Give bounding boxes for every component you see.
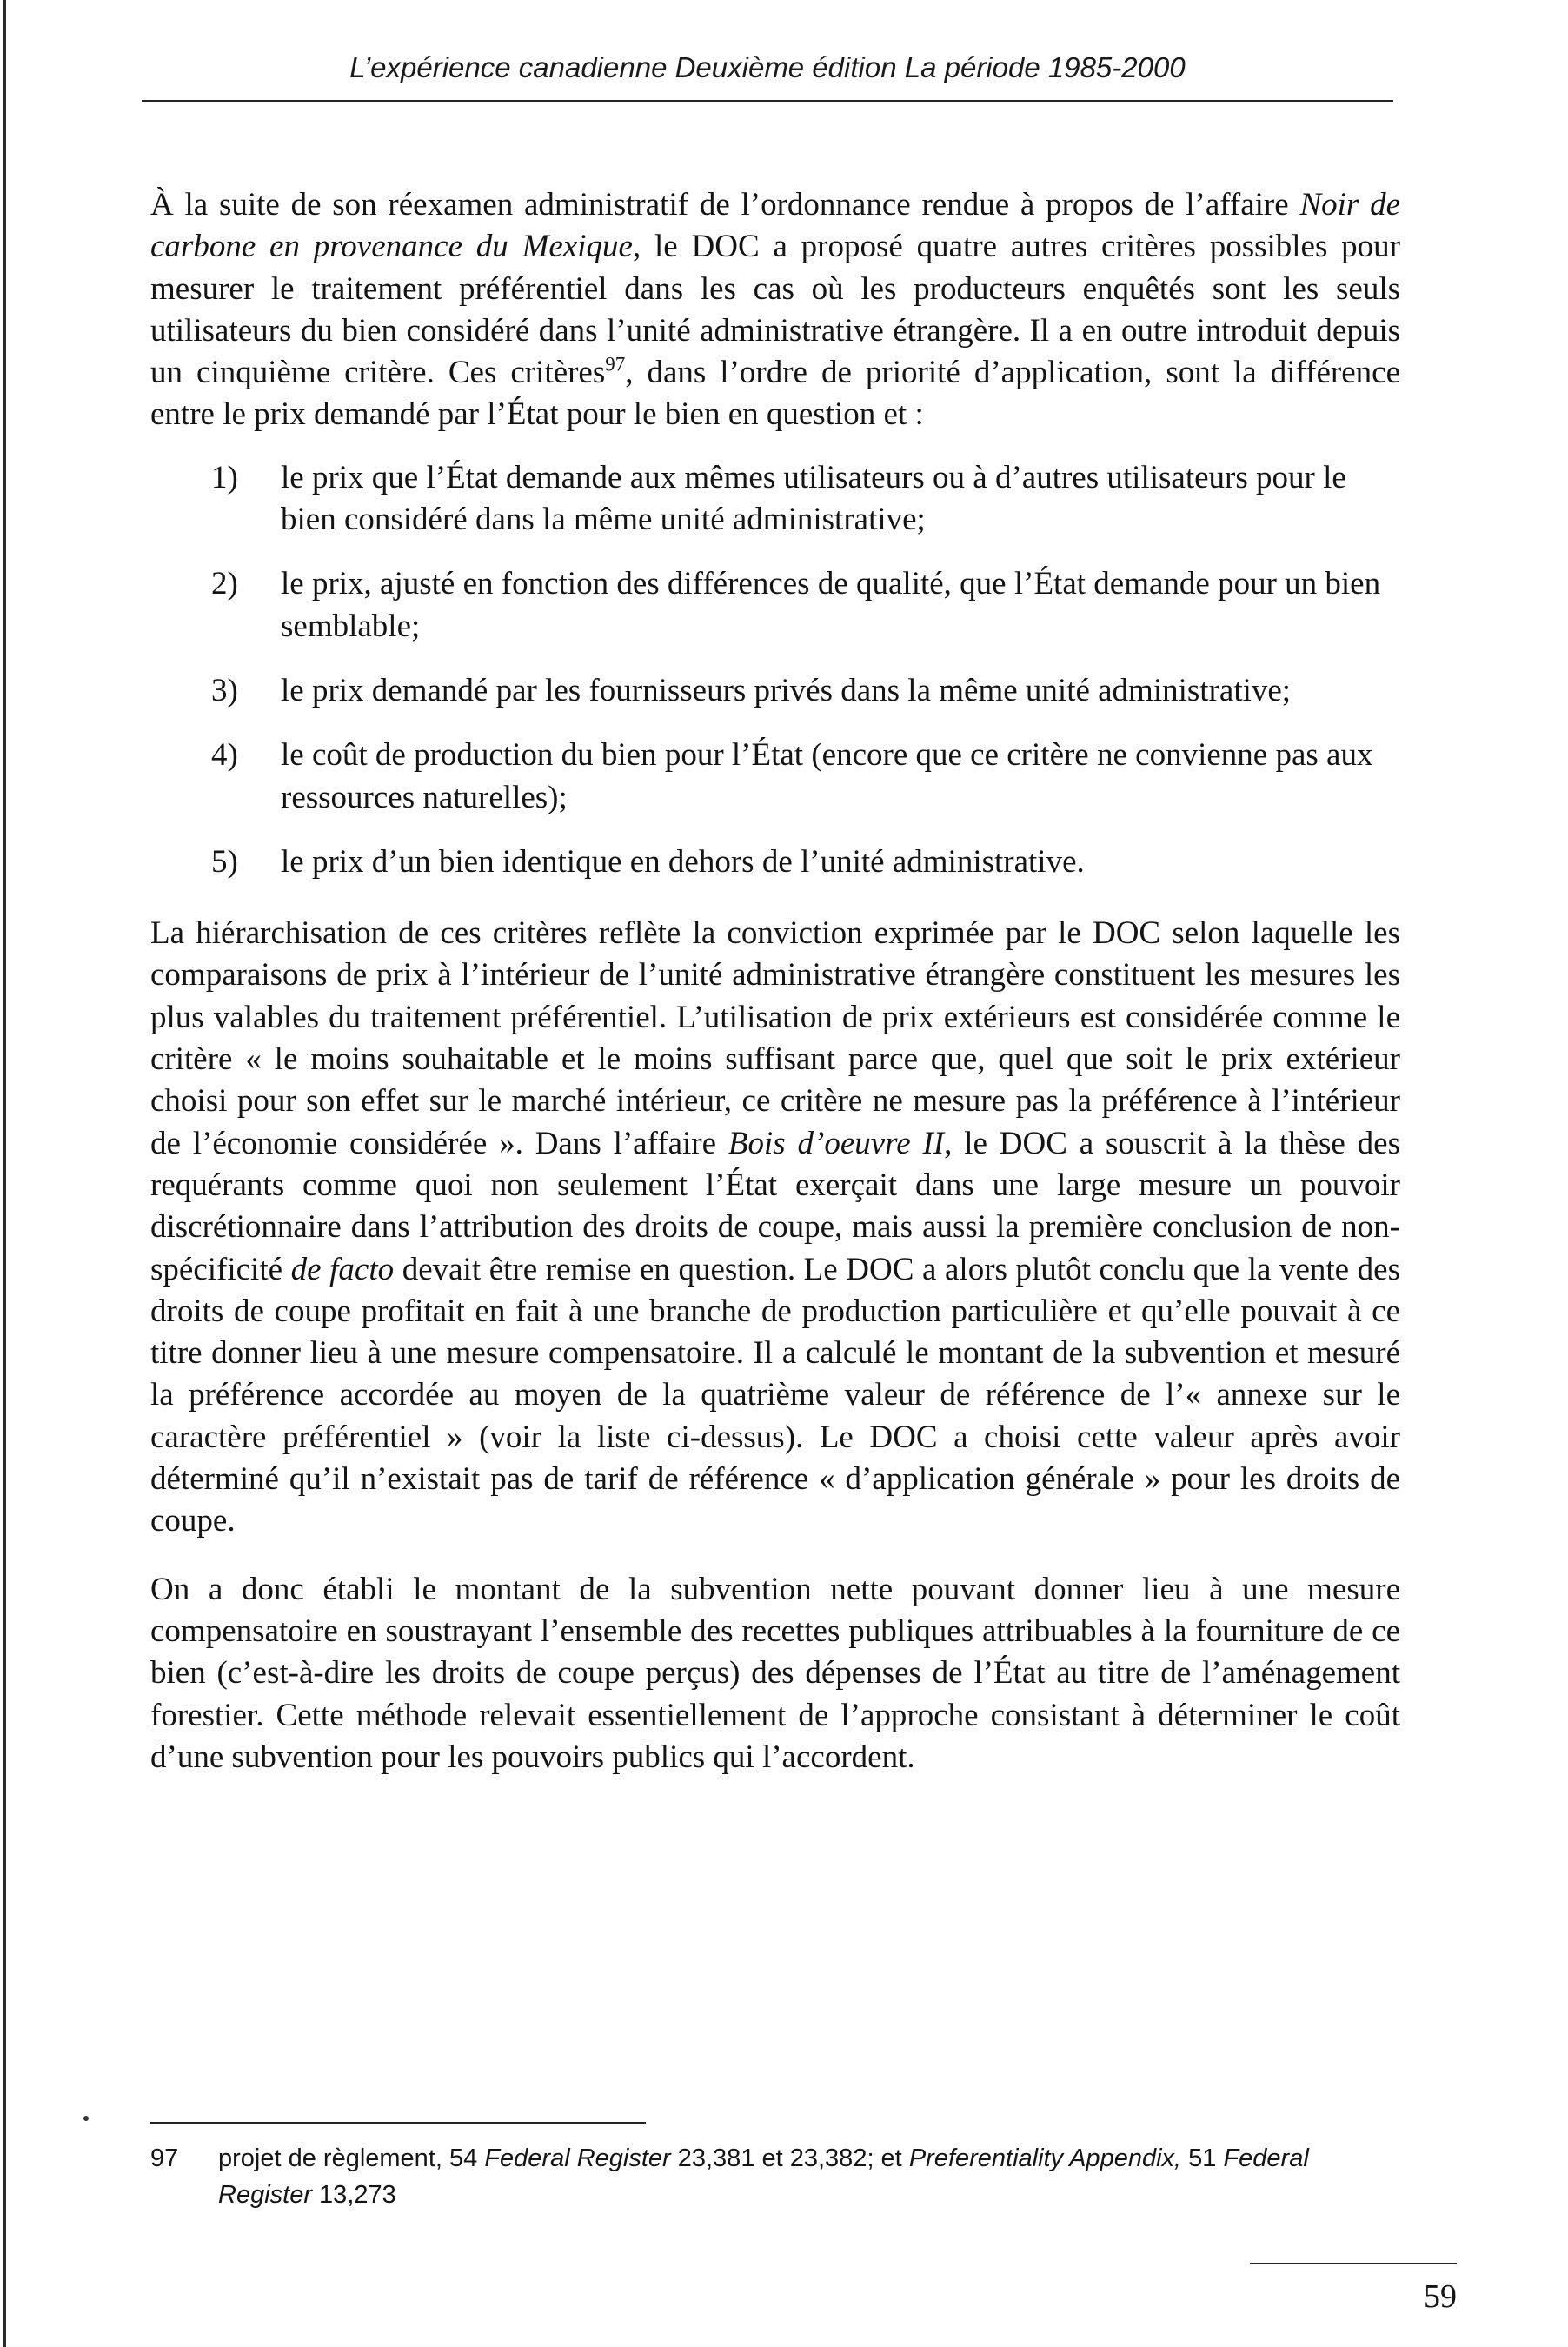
footnote <box>150 2140 1393 2213</box>
page-number-rule <box>1250 2263 1457 2264</box>
paragraph-hierarchy <box>150 913 1400 1542</box>
criteria-item <box>150 457 1400 542</box>
paragraph-net-subsidy: On a donc établi le montant de la subvention nette pouvant donner lieu à une mesure compensatoire en soustrayant l’ensemble des recettes publiques attribuables à la fourniture de ce bien (c’est-à-dire les droits de coupe perçus) des dépenses de l’État au titre de l’aménagement forestier. Cette méthode relevait essentiellement de l’approche consistant à déterminer le coût d’une subvention pour les pouvoirs publics qui l’accordent. <box>150 1571 1400 1775</box>
text-run: 13,273 <box>312 2181 396 2209</box>
footnote-text <box>150 2140 1393 2213</box>
italic-title: Bois d’oeuvre II <box>728 1125 945 1161</box>
text-run: 23,381 et 23,382; et <box>670 2144 909 2172</box>
paragraph-intro <box>150 184 1400 436</box>
criteria-number: 3) <box>211 672 238 708</box>
criteria-item <box>150 735 1400 819</box>
criteria-item <box>150 841 1400 883</box>
text-run: À la suite de son réexamen administratif de l’ordonnance rendue à propos de l’affaire <box>150 187 1300 223</box>
text-run: , dans l’ordre de priorité d’application, sont la différence entre le prix demandé par l’État pour le bien en question et : <box>150 355 1400 433</box>
italic-title: Federal Register <box>484 2144 671 2172</box>
italic-title: Federal Register <box>218 2144 1309 2209</box>
criteria-number: 5) <box>211 843 238 880</box>
text-run: La hiérarchisation de ces critères reflète la conviction exprimée par le DOC selon laquelle les comparaisons de prix à l’intérieur de l’unité administrative étrangère constituent les mesures les plus valables du traitement préférentiel. L’utilisation de prix extérieurs est considérée comme le critère « le moins souhaitable et le moins suffisant parce que, quel que soit le prix extérieur choisi pour son effet sur le marché intérieur, ce critère ne mesure pas la préférence à l’intérieur de l’économie considérée ». Dans l’affaire <box>150 915 1400 1161</box>
main-text <box>150 184 1400 1779</box>
text-run: 51 <box>1181 2144 1224 2172</box>
criteria-number: 4) <box>211 737 238 774</box>
text-run: , le DOC a souscrit à la thèse des requérants comme quoi non seulement l’État exerçait dans une large mesure un pouvoir discrétionnaire dans l’attribution des droits de coupe, mais aussi la première conclusion de non-spécificité <box>150 1125 1400 1287</box>
footnote-reference: 97 <box>605 353 626 376</box>
italic-title: de facto <box>290 1251 395 1287</box>
criteria-list <box>150 457 1400 883</box>
criteria-number: 1) <box>211 459 238 495</box>
text-run: devait être remise en question. Le DOC a alors plutôt conclu que la vente des droits de coupe profitait en fait à une branche de production particulière et qu’elle pouvait à ce titre donner lieu à une mesure compensatoire. Il a calculé le montant de la subvention et mesuré la préférence accordée au moyen de la quatrième valeur de référence de l’« annexe sur le caractère préférentiel » (voir la liste ci-dessus). Le DOC a choisi cette valeur après avoir déterminé qu’il n’existait pas de tarif de référence « d’application générale » pour les droits de coupe. <box>150 1251 1400 1539</box>
criteria-number: 2) <box>211 566 238 602</box>
criteria-item <box>150 563 1400 648</box>
footnote-rule <box>150 2122 646 2124</box>
footnote-number: 97 <box>150 2144 179 2172</box>
page-number: 59 <box>1424 2278 1457 2315</box>
criteria-text: le coût de production du bien pour l’État (encore que ce critère ne convienne pas aux ressources naturelles); <box>281 737 1373 815</box>
text-run: , le DOC a proposé quatre autres critères possibles pour mesurer le traitement préférentiel dans les cas où les producteurs enquêtés sont les seuls utilisateurs du bien considéré dans l’unité administrative étrangère. Il a en outre introduit depuis un cinquième critère. Ces critères <box>150 229 1401 391</box>
margin-dot <box>83 2116 89 2121</box>
criteria-text: le prix, ajusté en fonction des différences de qualité, que l’État demande pour un bien semblable; <box>281 566 1381 644</box>
left-margin-rule <box>3 0 6 2347</box>
criteria-text: le prix d’un bien identique en dehors de l’unité administrative. <box>281 843 1085 880</box>
running-header-title: L’expérience canadienne Deuxième édition La période 1985-2000 <box>349 51 1186 83</box>
text-run: projet de règlement, 54 <box>218 2144 485 2172</box>
italic-title: Noir de carbone en provenance du Mexique <box>150 187 1400 265</box>
criteria-item <box>150 670 1400 712</box>
italic-title: Preferentiality Appendix, <box>908 2144 1182 2172</box>
criteria-text: le prix que l’État demande aux mêmes utilisateurs ou à d’autres utilisateurs pour le bien considéré dans la même unité administrative; <box>281 459 1346 538</box>
criteria-text: le prix demandé par les fournisseurs privés dans la même unité administrative; <box>281 672 1292 708</box>
header-rule <box>142 100 1393 102</box>
